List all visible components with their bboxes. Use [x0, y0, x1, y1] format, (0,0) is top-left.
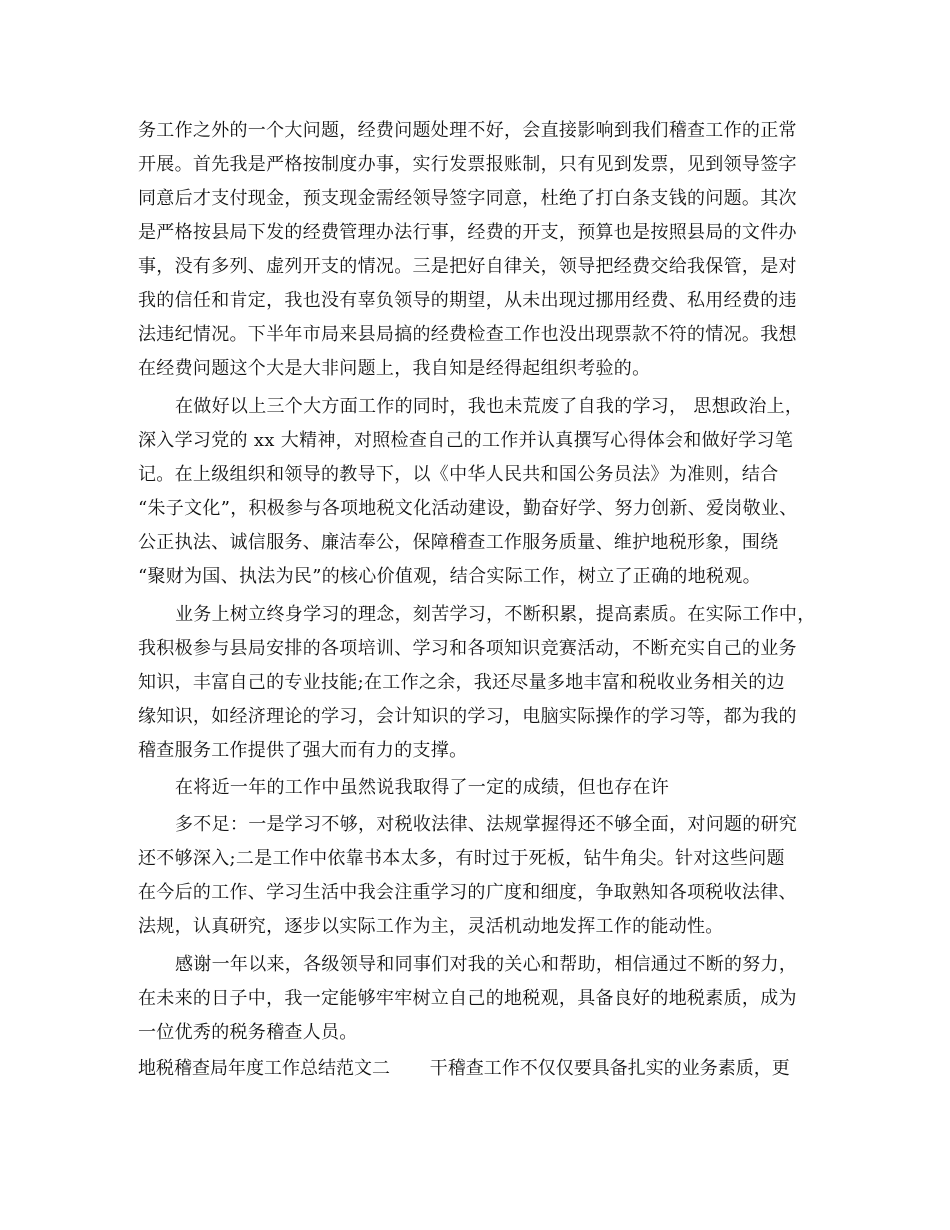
text-line: 还不够深入;二是工作中依靠书本太多，有时过于死板，钻牛角尖。针对这些问题: [138, 848, 785, 869]
text-line: 在经费问题这个大是大非问题上，我自知是经得起组织考验的。: [138, 358, 651, 379]
text-line: 法规，认真研究，逐步以实际工作为主，灵活机动地发挥工作的能动性。: [138, 916, 724, 937]
text-line: 一位优秀的税务稽查人员。: [138, 1022, 358, 1043]
text-line: 缘知识，如经济理论的学习，会计知识的学习，电脑实际操作的学习等，都为我的: [138, 706, 797, 727]
section-first-line: 干稽查工作不仅仅要具备扎实的业务素质，更: [429, 1058, 790, 1079]
text-line: 开展。首先我是严格按制度办事，实行发票报账制，只有见到发票，见到领导签字: [138, 154, 797, 175]
paragraph-start-line: 在做好以上三个大方面工作的同时，我也未荒废了自我的学习， 思想政治上，: [175, 396, 804, 417]
paragraph-start-line: 感谢一年以来，各级领导和同事们对我的关心和帮助，相信通过不断的努力，: [175, 954, 798, 975]
paragraph-start-line: 业务上树立终身学习的理念，刻苦学习，不断积累，提高素质。在实际工作中，: [175, 604, 816, 625]
text-line: 法违纪情况。下半年市局来县局搞的经费检查工作也没出现票款不符的情况。我想: [138, 324, 797, 345]
text-line: 公正执法、诚信服务、廉洁奉公，保障稽查工作服务质量、维护地税形象，围绕: [138, 532, 779, 553]
text-line: 同意后才支付现金，预支现金需经领导签字同意，杜绝了打白条支钱的问题。其次: [138, 188, 797, 209]
paragraph-start-line: 在将近一年的工作中虽然说我取得了一定的成绩，但也存在许: [175, 777, 670, 798]
text-line: 深入学习党的 xx 大精神，对照检查自己的工作并认真撰写心得体会和做好学习笔: [138, 430, 794, 451]
text-line: 稽查服务工作提供了强大而有力的支撑。: [138, 740, 468, 761]
text-line: 知识，丰富自己的专业技能;在工作之余，我还尽量多地丰富和税收业务相关的边: [138, 672, 785, 693]
text-line: 在今后的工作、学习生活中我会注重学习的广度和细度，争取熟知各项税收法律、: [138, 882, 797, 903]
text-line: “朱子文化”，积极参与各项地税文化活动建设，勤奋好学、努力创新、爱岗敬业、: [138, 498, 798, 519]
section-heading-row: [138, 1056, 838, 1082]
text-line: 事，没有多列、虚列开支的情况。三是把好自律关，领导把经费交给我保管，是对: [138, 256, 797, 277]
text-line: 务工作之外的一个大问题，经费问题处理不好，会直接影响到我们稽查工作的正常: [138, 120, 797, 141]
text-line: 是严格按县局下发的经费管理办法行事，经费的开支，预算也是按照县局的文件办: [138, 222, 797, 243]
text-line: 我积极参与县局安排的各项培训、学习和各项知识竞赛活动，不断充实自己的业务: [138, 638, 797, 659]
section-title: 地税稽查局年度工作总结范文二: [138, 1058, 390, 1079]
text-line: 记。在上级组织和领导的教导下，以《中华人民共和国公务员法》为准则，结合: [138, 464, 779, 485]
text-line: 在未来的日子中，我一定能够牢牢树立自己的地税观，具备良好的地税素质，成为: [138, 988, 797, 1009]
text-line: 我的信任和肯定，我也没有辜负领导的期望，从未出现过挪用经费、私用经费的违: [138, 290, 797, 311]
text-line: “聚财为国、执法为民”的核心价值观，结合实际工作，树立了正确的地税观。: [138, 566, 761, 587]
paragraph-start-line: 多不足：一是学习不够，对税收法律、法规掌握得还不够全面，对问题的研究: [175, 814, 798, 835]
